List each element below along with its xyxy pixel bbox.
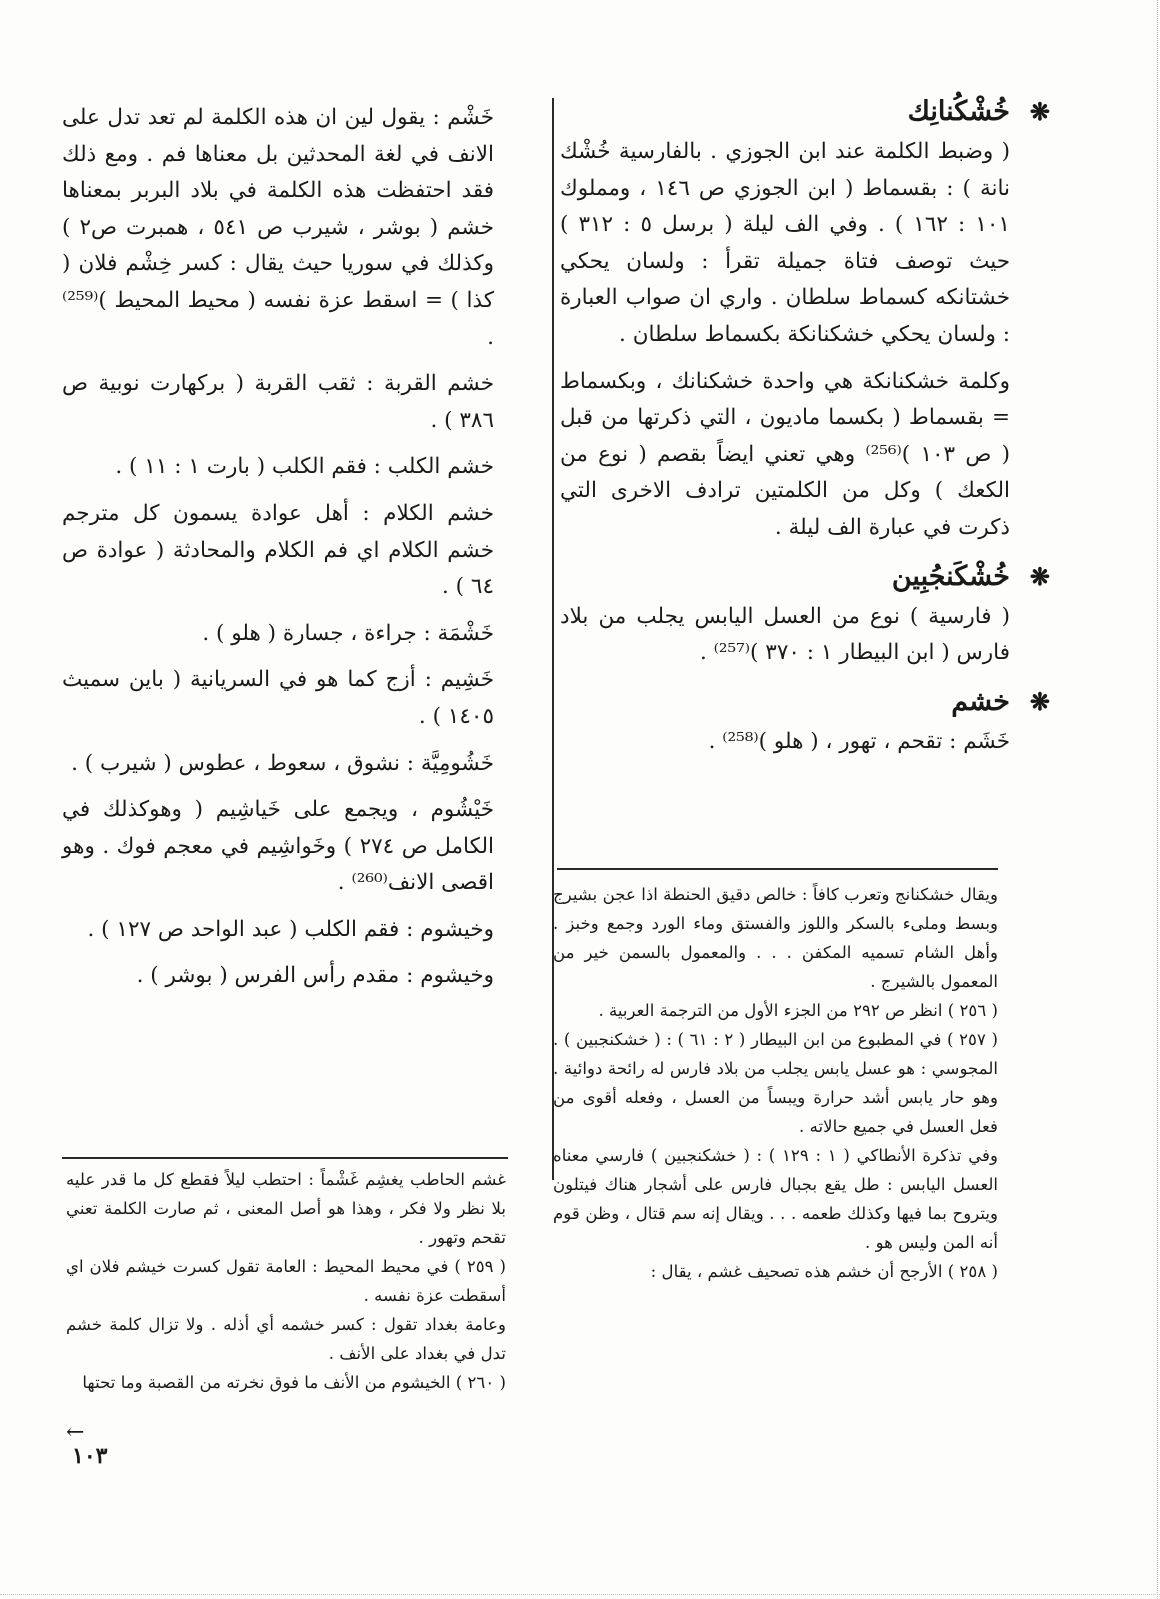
entry-paragraph: وخيشوم : فقم الكلب ( عبد الواحد ص ١٢٧ ) . [87, 916, 494, 942]
entry-paragraph: خشم القربة : ثقب القربة ( بركهارت نوبية ص ٣٨٦ ) . [62, 371, 494, 433]
footnote: ويقال خشكنانج وتعرب كافاً : خالص دقيق الحنطة اذا عجن بشيرج وبسط وملىء بالسكر واللوز والفستق وماء الورد وجمع وخبز . وأهل الشام تسميه المكفن . . . والمعمول بالسمن خير من المعمول بالشيرج . [553, 885, 998, 991]
footnotes-right [553, 880, 998, 1286]
footnote: غشم الحاطب يغشِم غَشْماً : احتطب ليلاً فقطع كل ما قدر عليه بلا نظر ولا فكر ، وهذا هو أصل المعنى ، ثم صارت الكلمة تعني تقحم وتهور . [66, 1170, 506, 1247]
entry-paragraph: خَشِيم : أزج كما هو في السريانية ( باين سميث ١٤٠٥ ) . [62, 667, 494, 729]
scan-bottom-edge [0, 1592, 1160, 1595]
footnote: وفي تذكرة الأنطاكي ( ١ : ١٢٩ ) : ( خشكنجبين ) فارسي معناه العسل اليابس : طل يقع بجبال فارس على أشجار هناك فيتلون ويتروح بما فيها وكذلك طعمه . . . ويقال إنه سم قتال ، وظن قوم أنه المن وليس هو . [553, 1146, 998, 1252]
entry-paragraph: خَشْمَة : جراءة ، جسارة ( هلو ) . [202, 620, 494, 646]
footnote: وعامة بغداد تقول : كسر خشمه أي أذله . ولا تزال كلمة خشم تدل في بغداد على الأنف . [66, 1315, 506, 1363]
entry-paragraph: وخيشوم : مقدم رأس الفرس ( بوشر ) . [136, 963, 494, 989]
footnote-divider-left [62, 1157, 508, 1159]
footnote: ( ٢٥٦ ) انظر ص ٢٩٢ من الجزء الأول من الترجمة العربية . [598, 1001, 998, 1020]
headword: خُشْكَنجُبِين [891, 560, 1010, 592]
headword: خُشْكُنانِك [907, 96, 1010, 127]
entry-marker-icon: ❋ [1029, 561, 1050, 591]
entry-marker-icon: ❋ [1029, 97, 1050, 126]
footnote: ( ٢٥٨ ) الأرجح أن خشم هذه تصحيف غشم ، يقال : [650, 1262, 998, 1281]
right-column [560, 92, 1050, 770]
entry-khashm-head [560, 682, 1050, 722]
scan-edge [1151, 0, 1158, 1599]
entry-paragraph: ( وضبط الكلمة عند ابن الجوزي . بالفارسية خُشْك نانة ) : بقسماط ( ابن الجوزي ص ١٤٦ ، ومملوك ١٠١ : ١٦٢ ) . وفي الف ليلة ( برسل ٥ : ٣١٢ ) حيث توصف فتاة جميلة تقرأ : ولسان يحكي خشتانكه كسماط سلطان . واري ان صواب العبارة : ولسان يحكي خشكنانكة بكسماط سلطان . [560, 139, 1010, 347]
headword: خشم [951, 685, 1010, 717]
footnote: ( ٢٥٧ ) في المطبوع من ابن البيطار ( ٢ : ٦١ ) : ( خشكنجبين ) . المجوسي : هو عسل يابس يجلب من بلاد فارس له رائحة دوائية . وهو حار يابس أشد حرارة ويبساً من العسل ، وفعله أقوى من فعل العسل في جميع حالاته . [553, 1030, 998, 1136]
entry-khushkanjubin-head [560, 557, 1050, 597]
entry-paragraph: خَشَم : تقحم ، تهور ، ( هلو )⁽²⁵⁸⁾ . [708, 728, 1010, 754]
footnote: ( ٢٦٠ ) الخيشوم من الأنف ما فوق نخرته من القصبة وما تحتها [82, 1373, 506, 1392]
entry-paragraph: خشم الكلب : فقم الكلب ( بارت ١ : ١١ ) . [115, 454, 494, 480]
page-number: ١٠٣ [72, 1443, 108, 1469]
footnote-divider-right [557, 868, 998, 870]
entry-paragraph: خَشُومِيَّة : نشوق ، سعوط ، عطوس ( شيرب ) . [71, 750, 494, 776]
entry-marker-icon: ❋ [1029, 686, 1050, 716]
entry-paragraph: خشم الكلام : أهل عوادة يسمون كل مترجم خشم الكلام اي فم الكلام والمحادثة ( عوادة ص ٦٤ ) . [62, 500, 494, 600]
left-column [62, 100, 494, 1005]
entry-paragraph: خَشْم : يقول لين ان هذه الكلمة لم تعد تدل على الانف في لغة المحدثين بل معناها فم . ومع ذلك فقد احتفظت هذه الكلمة في بلاد البربر بمعناها خشم ( بوشر ، شيرب ص ٥٤١ ، همبرت ص٢ ) وكذلك في سوريا حيث يقال : كسر خِشْم فلان ( كذا ) = اسقط عزة نفسه ( محيط المحيط )⁽²⁵⁹⁾ . [62, 105, 494, 350]
entry-paragraph: خَيْشُوم ، ويجمع على خَياشِيم ( وهوكذلك في الكامل ص ٢٧٤ ) وخَواشِيم في معجم فوك . وهو اقصى الانف⁽²⁶⁰⁾ . [62, 797, 494, 896]
entry-paragraph: ( فارسية ) نوع من العسل اليابس يجلب من بلاد فارس ( ابن البيطار ١ : ٣٧٠ )⁽²⁵⁷⁾ . [560, 603, 1010, 666]
footnotes-left [66, 1165, 506, 1397]
entry-khushkunanik-head [560, 92, 1050, 132]
continuation-arrow-icon: ← [66, 1420, 85, 1445]
entry-paragraph: وكلمة خشكنانكة هي واحدة خشكنانك ، وبكسماط = بقسماط ( بكسما ماديون ، التي ذكرتها من قبل ( ص ١٠٣ )⁽²⁵⁶⁾ وهي تعني ايضاً بقصم ( نوع من الكعك ) وكل من الكلمتين ترادف الاخرى التي ذكرت في عبارة الف ليلة . [560, 368, 1010, 540]
footnote: ( ٢٥٩ ) في محيط المحيط : العامة تقول كسرت خيشم فلان اي أسقطت عزة نفسه . [66, 1257, 506, 1305]
